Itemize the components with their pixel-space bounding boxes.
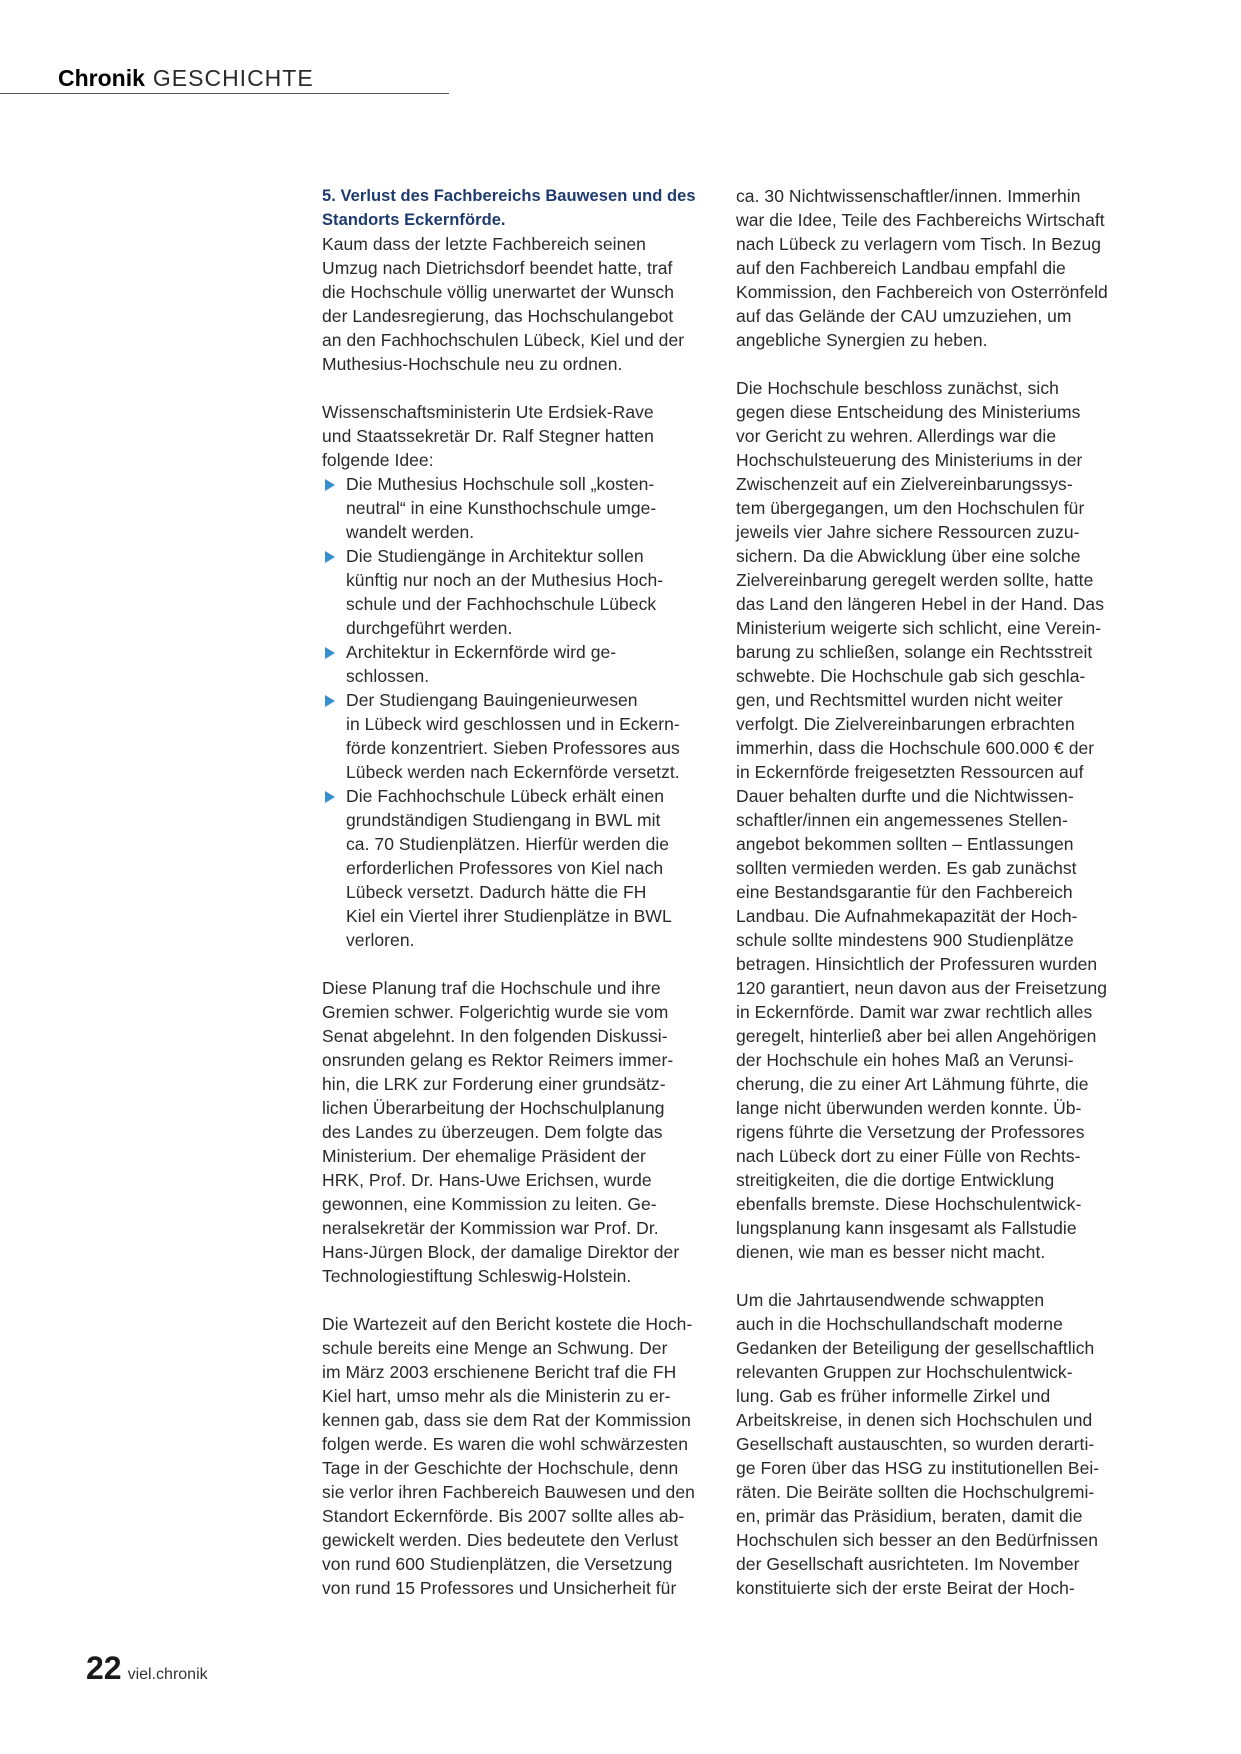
bullet-text-line: Architektur in Eckernförde wird ge- bbox=[346, 642, 617, 662]
text-line: lichen Überarbeitung der Hochschulplanung bbox=[322, 1098, 665, 1118]
text-line: Hochschulen sich besser an den Bedürfnissen bbox=[736, 1530, 1099, 1550]
text-line: Ministerium. Der ehemalige Präsident der bbox=[322, 1146, 646, 1166]
section-title bbox=[58, 62, 314, 94]
bullet-item bbox=[322, 784, 707, 952]
paragraph bbox=[322, 976, 707, 1288]
text-line: hin, die LRK zur Forderung einer grundsätz- bbox=[322, 1074, 666, 1094]
text-line: en, primär das Präsidium, beraten, damit die bbox=[736, 1506, 1083, 1526]
text-line: 5. Verlust des Fachbereichs Bauwesen und des bbox=[322, 187, 696, 205]
text-line: der Landesregierung, das Hochschulangebot bbox=[322, 306, 674, 326]
page-header bbox=[58, 62, 314, 94]
text-line: cherung, die zu einer Art Lähmung führte, die bbox=[736, 1074, 1089, 1094]
text-line: Kommission, den Fachbereich von Osterrönfeld bbox=[736, 282, 1108, 302]
text-line: gewonnen, eine Kommission zu leiten. Ge- bbox=[322, 1194, 657, 1214]
text-line: Dauer behalten durfte und die Nichtwissen- bbox=[736, 786, 1074, 806]
text-line: immerhin, dass die Hochschule 600.000 € der bbox=[736, 738, 1095, 758]
bullet-text-line: Die Fachhochschule Lübeck erhält einen bbox=[346, 786, 665, 806]
text-line: kennen gab, dass sie dem Rat der Kommission bbox=[322, 1410, 691, 1430]
text-line: Standort Eckernförde. Bis 2007 sollte alles ab- bbox=[322, 1506, 685, 1526]
bullet-text-line: Die Muthesius Hochschule soll „kosten- bbox=[346, 474, 655, 494]
text-line: von rund 15 Professores und Unsicherheit für bbox=[322, 1578, 677, 1598]
text-line: in Eckernförde freigesetzten Ressourcen auf bbox=[736, 762, 1084, 782]
bullet-text-line: Die Studiengänge in Architektur sollen bbox=[346, 546, 644, 566]
text-line: Um die Jahrtausendwende schwappten bbox=[736, 1290, 1045, 1310]
text-line: auch in die Hochschullandschaft moderne bbox=[736, 1314, 1063, 1334]
text-line: Diese Planung traf die Hochschule und ihre bbox=[322, 978, 661, 998]
paragraph bbox=[736, 1288, 1136, 1600]
text-line: ge Foren über das HSG zu institutionellen Bei- bbox=[736, 1458, 1100, 1478]
bullet-text-line: schule und der Fachhochschule Lübeck bbox=[346, 594, 657, 614]
text-line: sollten vermieden werden. Es gab zunächst bbox=[736, 858, 1077, 878]
text-line: an den Fachhochschulen Lübeck, Kiel und der bbox=[322, 330, 685, 350]
text-line: tem übergegangen, um den Hochschulen für bbox=[736, 498, 1085, 518]
bullet-text-line: künftig nur noch an der Muthesius Hoch- bbox=[346, 570, 664, 590]
page-footer bbox=[86, 1650, 208, 1687]
text-line: gen, und Rechtsmittel wurden nicht weiter bbox=[736, 690, 1063, 710]
text-line: ebenfalls bremste. Diese Hochschulentwick- bbox=[736, 1194, 1082, 1214]
text-line: nach Lübeck zu verlagern vom Tisch. In Bezug bbox=[736, 234, 1102, 254]
text-line: der Hochschule ein hohes Maß an Verunsi- bbox=[736, 1050, 1074, 1070]
text-line: die Hochschule völlig unerwartet der Wunsch bbox=[322, 282, 675, 302]
text-line: schwebte. Die Hochschule gab sich geschla- bbox=[736, 666, 1086, 686]
paragraph bbox=[322, 1312, 707, 1600]
text-line: betragen. Hinsichtlich der Professuren wurden bbox=[736, 954, 1098, 974]
text-line: Arbeitskreise, in denen sich Hochschulen und bbox=[736, 1410, 1093, 1430]
text-line: Kaum dass der letzte Fachbereich seinen bbox=[322, 234, 646, 254]
text-line: nach Lübeck dort zu einer Fülle von Rechts- bbox=[736, 1146, 1081, 1166]
text-line: angebliche Synergien zu heben. bbox=[736, 330, 988, 350]
bullet-item bbox=[322, 688, 707, 784]
bullet-text-line: durchgeführt werden. bbox=[346, 618, 513, 638]
bullet-list bbox=[322, 472, 707, 952]
text-line: das Land den längeren Hebel in der Hand. Das bbox=[736, 594, 1105, 614]
text-line: Hochschulsteuerung des Ministeriums in der bbox=[736, 450, 1083, 470]
right-column bbox=[736, 184, 1136, 1600]
triangle-bullet-icon bbox=[325, 791, 335, 803]
text-line: HRK, Prof. Dr. Hans-Uwe Erichsen, wurde bbox=[322, 1170, 652, 1190]
bullet-text-line: wandelt werden. bbox=[346, 522, 475, 542]
text-line: des Landes zu überzeugen. Dem folgte das bbox=[322, 1122, 663, 1142]
text-line: onsrunden gelang es Rektor Reimers immer- bbox=[322, 1050, 674, 1070]
text-line: rigens führte die Versetzung der Professores bbox=[736, 1122, 1085, 1142]
text-line: räten. Die Beiräte sollten die Hochschulgremi- bbox=[736, 1482, 1095, 1502]
header-rule bbox=[0, 93, 449, 94]
text-line: Tage in der Geschichte der Hochschule, denn bbox=[322, 1458, 679, 1478]
bullet-text-line: Der Studiengang Bauingenieurwesen bbox=[346, 690, 638, 710]
bullet-text-line: Lübeck werden nach Eckernförde versetzt. bbox=[346, 762, 680, 782]
text-line: sichern. Da die Abwicklung über eine solche bbox=[736, 546, 1081, 566]
section-heading bbox=[322, 184, 707, 232]
bullet-text-line: grundständigen Studiengang in BWL mit bbox=[346, 810, 661, 830]
text-line: folgen werde. Es waren die wohl schwärzesten bbox=[322, 1434, 688, 1454]
text-line: eine Bestandsgarantie für den Fachbereich bbox=[736, 882, 1073, 902]
text-line: von rund 600 Studienplätzen, die Versetzung bbox=[322, 1554, 673, 1574]
bullet-text-line: erforderlichen Professores von Kiel nach bbox=[346, 858, 664, 878]
text-line: Standorts Eckernförde. bbox=[322, 211, 506, 229]
text-line: Wissenschaftsministerin Ute Erdsiek-Rave bbox=[322, 402, 654, 422]
text-line: auf den Fachbereich Landbau empfahl die bbox=[736, 258, 1066, 278]
text-line: Ministerium weigerte sich schlicht, eine Verein- bbox=[736, 618, 1102, 638]
text-line: Gedanken der Beteiligung der gesellschaftlich bbox=[736, 1338, 1095, 1358]
text-line: Technologiestiftung Schleswig-Holstein. bbox=[322, 1266, 632, 1286]
bullet-text-line: in Lübeck wird geschlossen und in Eckern- bbox=[346, 714, 680, 734]
triangle-bullet-icon bbox=[325, 647, 335, 659]
bullet-text-line: förde konzentriert. Sieben Professores aus bbox=[346, 738, 680, 758]
text-line: Die Hochschule beschloss zunächst, sich bbox=[736, 378, 1059, 398]
bullet-text-line: neutral“ in eine Kunsthochschule umge- bbox=[346, 498, 657, 518]
text-line: im März 2003 erschienene Bericht traf die FH bbox=[322, 1362, 677, 1382]
text-line: Umzug nach Dietrichsdorf beendet hatte, traf bbox=[322, 258, 673, 278]
text-line: streitigkeiten, die die dortige Entwicklung bbox=[736, 1170, 1055, 1190]
paragraph bbox=[322, 232, 707, 376]
text-line: ca. 30 Nichtwissenschaftler/innen. Immerhin bbox=[736, 186, 1081, 206]
text-line: verfolgt. Die Zielvereinbarungen erbrachten bbox=[736, 714, 1075, 734]
text-line: schule sollte mindestens 900 Studienplätze bbox=[736, 930, 1074, 950]
paragraph-gap bbox=[736, 352, 1136, 376]
bullet-text-line: Kiel ein Viertel ihrer Studienplätze in BWL bbox=[346, 906, 672, 926]
triangle-bullet-icon bbox=[325, 695, 335, 707]
text-line: schule bereits eine Menge an Schwung. Der bbox=[322, 1338, 668, 1358]
text-line: Die Wartezeit auf den Bericht kostete die Hoch- bbox=[322, 1314, 693, 1334]
text-line: dienen, wie man es besser nicht macht. bbox=[736, 1242, 1046, 1262]
text-line: war die Idee, Teile des Fachbereichs Wirtschaft bbox=[736, 210, 1105, 230]
bullet-text-line: verloren. bbox=[346, 930, 415, 950]
paragraph-gap bbox=[322, 952, 707, 976]
paragraph bbox=[736, 376, 1136, 1264]
text-line: gewickelt werden. Dies bedeutete den Verlust bbox=[322, 1530, 679, 1550]
section-title-light: GESCHICHTE bbox=[152, 65, 314, 91]
paragraph-gap bbox=[322, 1288, 707, 1312]
text-line: jeweils vier Jahre sichere Ressourcen zuzu- bbox=[736, 522, 1080, 542]
bullet-text-line: ca. 70 Studienplätzen. Hierfür werden die bbox=[346, 834, 670, 854]
bullet-item bbox=[322, 640, 707, 688]
text-line: Landbau. Die Aufnahmekapazität der Hoch- bbox=[736, 906, 1078, 926]
text-line: folgende Idee: bbox=[322, 450, 434, 470]
text-line: Gremien schwer. Folgerichtig wurde sie vom bbox=[322, 1002, 669, 1022]
text-line: lung. Gab es früher informelle Zirkel und bbox=[736, 1386, 1051, 1406]
section-title-bold: Chronik bbox=[58, 65, 145, 91]
paragraph bbox=[736, 184, 1136, 352]
text-line: in Eckernförde. Damit war zwar rechtlich alles bbox=[736, 1002, 1093, 1022]
triangle-bullet-icon bbox=[325, 479, 335, 491]
text-line: konstituierte sich der erste Beirat der Hoch- bbox=[736, 1578, 1075, 1598]
text-line: neralsekretär der Kommission war Prof. Dr. bbox=[322, 1218, 659, 1238]
paragraph bbox=[322, 400, 707, 472]
text-line: Gesellschaft austauschten, so wurden derarti- bbox=[736, 1434, 1095, 1454]
text-line: Zielvereinbarung geregelt werden sollte, hatte bbox=[736, 570, 1094, 590]
text-line: vor Gericht zu wehren. Allerdings war die bbox=[736, 426, 1057, 446]
text-line: Muthesius-Hochschule neu zu ordnen. bbox=[322, 354, 623, 374]
text-line: Zwischenzeit auf ein Zielvereinbarungssys- bbox=[736, 474, 1073, 494]
text-line: lungsplanung kann insgesamt als Fallstudie bbox=[736, 1218, 1077, 1238]
bullet-text-line: schlossen. bbox=[346, 666, 430, 686]
text-line: schaftler/innen ein angemessenes Stellen- bbox=[736, 810, 1068, 830]
page-number: 22 bbox=[86, 1650, 122, 1686]
text-line: angebot bekommen sollten – Entlassungen bbox=[736, 834, 1074, 854]
paragraph-gap bbox=[322, 376, 707, 400]
bullet-item bbox=[322, 472, 707, 544]
text-line: Kiel hart, umso mehr als die Ministerin zu er- bbox=[322, 1386, 671, 1406]
left-column bbox=[322, 184, 707, 1600]
publication-label: viel.chronik bbox=[127, 1666, 208, 1683]
text-line: 120 garantiert, neun davon aus der Freisetzung bbox=[736, 978, 1108, 998]
text-line: sie verlor ihren Fachbereich Bauwesen und den bbox=[322, 1482, 695, 1502]
text-line: und Staatssekretär Dr. Ralf Stegner hatten bbox=[322, 426, 654, 446]
text-line: Hans-Jürgen Block, der damalige Direktor der bbox=[322, 1242, 680, 1262]
bullet-item bbox=[322, 544, 707, 640]
text-line: gegen diese Entscheidung des Ministeriums bbox=[736, 402, 1081, 422]
text-line: relevanten Gruppen zur Hochschulentwick- bbox=[736, 1362, 1073, 1382]
text-line: barung zu schließen, solange ein Rechtsstreit bbox=[736, 642, 1093, 662]
text-line: geregelt, hinterließ aber bei allen Angehörigen bbox=[736, 1026, 1097, 1046]
bullet-text-line: Lübeck versetzt. Dadurch hätte die FH bbox=[346, 882, 647, 902]
triangle-bullet-icon bbox=[325, 551, 335, 563]
text-line: lange nicht überwunden werden konnte. Üb- bbox=[736, 1098, 1082, 1118]
text-line: der Gesellschaft ausrichteten. Im November bbox=[736, 1554, 1080, 1574]
text-line: auf das Gelände der CAU umzuziehen, um bbox=[736, 306, 1072, 326]
text-line: Senat abgelehnt. In den folgenden Diskussi- bbox=[322, 1026, 668, 1046]
paragraph-gap bbox=[736, 1264, 1136, 1288]
